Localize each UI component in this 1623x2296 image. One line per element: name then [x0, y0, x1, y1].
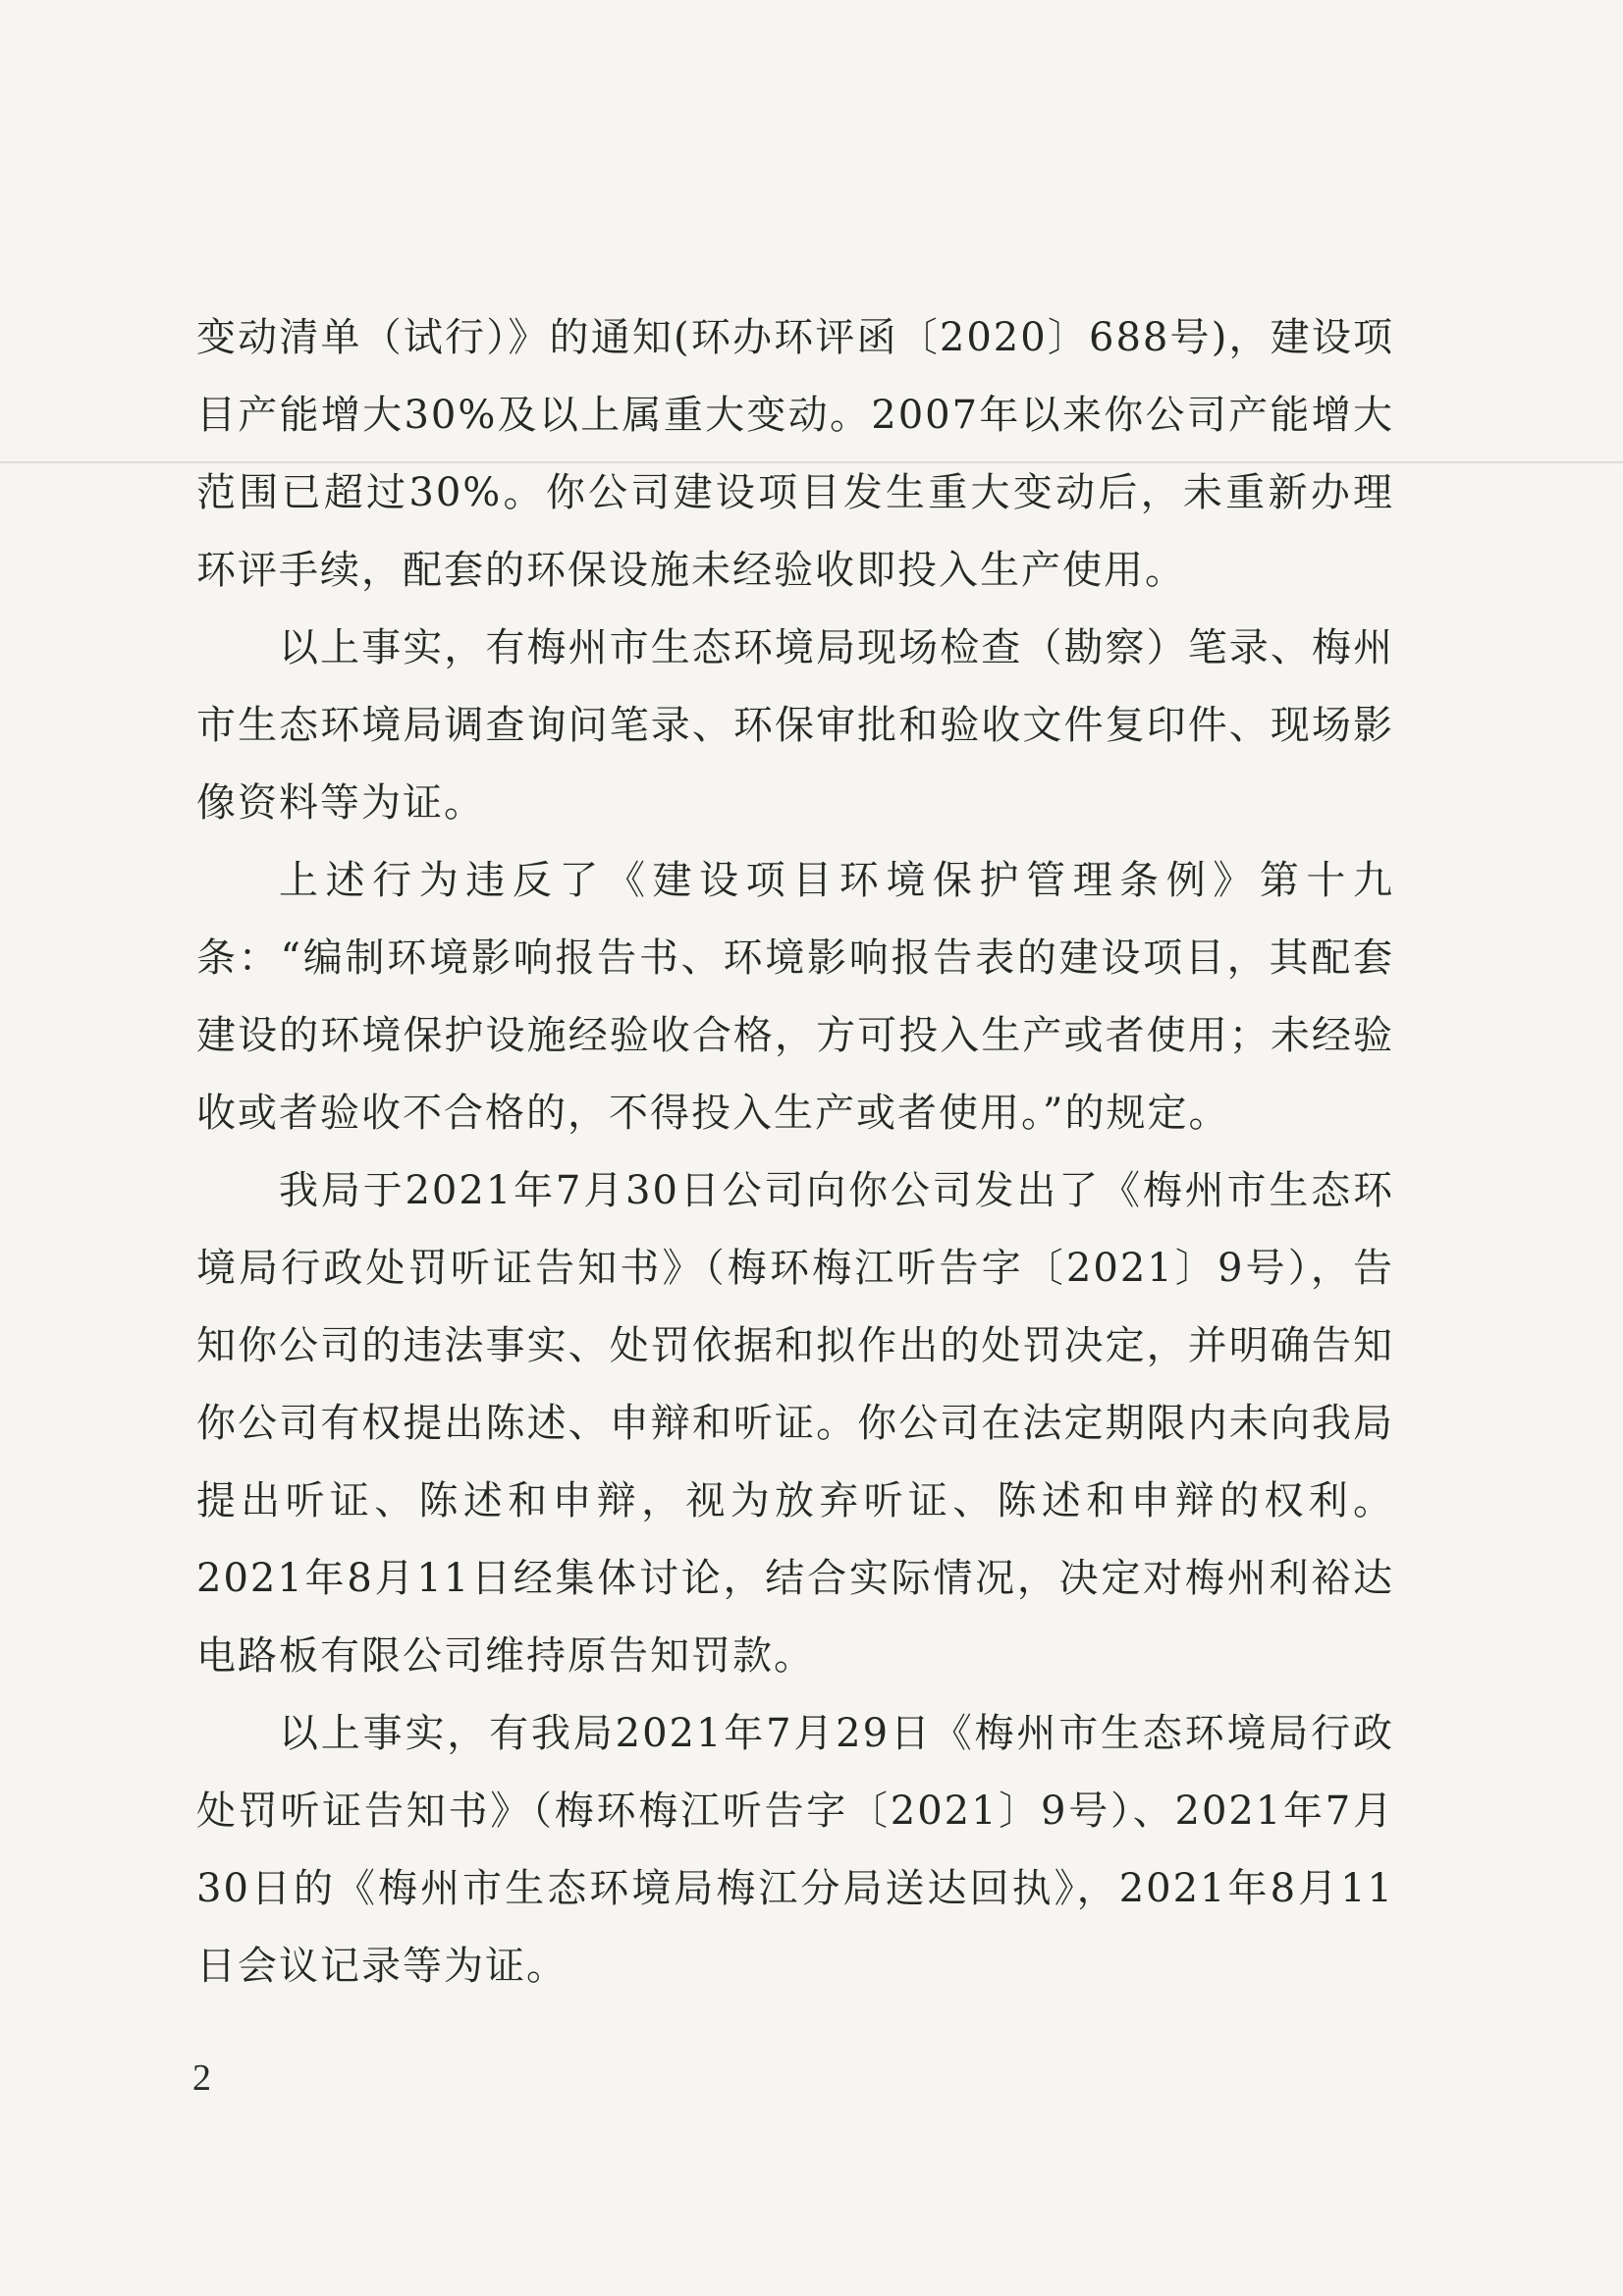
- paragraph-evidence-2: 以上事实，有我局2021年7月29日《梅州市生态环境局行政处罚听证告知书》（梅环梅江听告字〔2021〕9号）、2021年7月30日的《梅州市生态环境局梅江分局送达回执》，2021年8月11日会议记录等为证。: [196, 1711, 1394, 1989]
- document-body: [196, 299, 1394, 2005]
- paragraph-hearing-notice: 我局于2021年7月30日公司向你公司发出了《梅州市生态环境局行政处罚听证告知书》（梅环梅江听告字〔2021〕9号），告知你公司的违法事实、处罚依据和拟作出的处罚决定，并明确告知你公司有权提出陈述、申辩和听证。你公司在法定期限内未向我局提出听证、陈述和申辩，视为放弃听证、陈述和申辩的权利。2021年8月11日经集体讨论，结合实际情况，决定对梅州利裕达电路板有限公司维持原告知罚款。: [196, 1168, 1394, 1679]
- page-number: 2: [192, 2057, 211, 2099]
- paragraph-violation: 上述行为违反了《建设项目环境保护管理条例》第十九条：“编制环境影响报告书、环境影响报告表的建设项目，其配套建设的环境保护设施经验收合格，方可投入生产或者使用；未经验收或者验收不合格的，不得投入生产或者使用。”的规定。: [196, 858, 1394, 1136]
- paragraph-continuation: 变动清单（试行）》的通知(环办环评函〔2020〕688号)，建设项目产能增大30%及以上属重大变动。2007年以来你公司产能增大范围已超过30%。你公司建设项目发生重大变动后，未重新办理环评手续，配套的环保设施未经验收即投入生产使用。: [196, 315, 1394, 593]
- paragraph-evidence-1: 以上事实，有梅州市生态环境局现场检查（勘察）笔录、梅州市生态环境局调查询问笔录、环保审批和验收文件复印件、现场影像资料等为证。: [196, 625, 1394, 826]
